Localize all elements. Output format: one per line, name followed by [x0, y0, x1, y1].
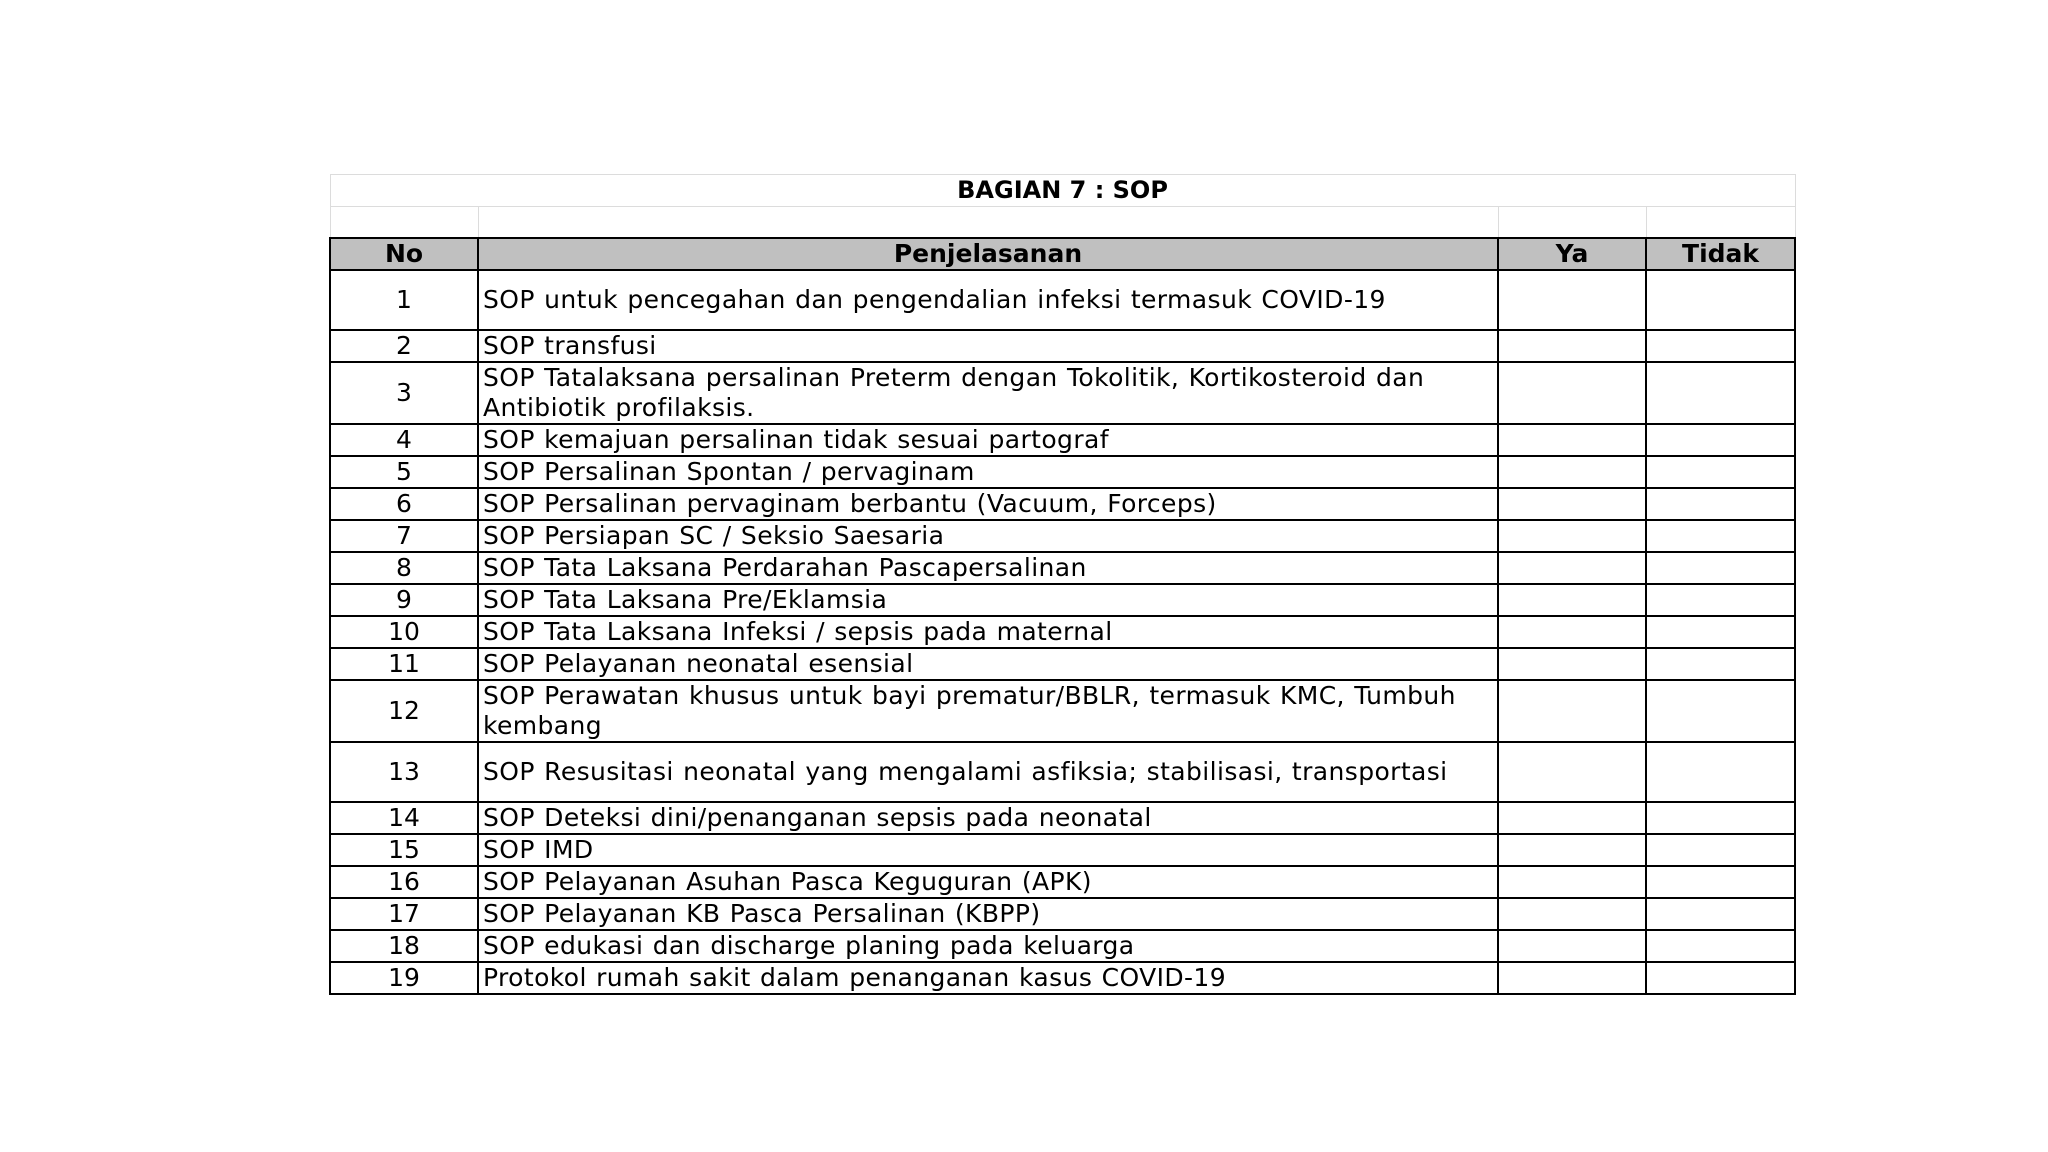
row-description: SOP Pelayanan KB Pasca Persalinan (KBPP) [478, 898, 1498, 930]
checkbox-cell-ya[interactable] [1498, 898, 1646, 930]
table-row [330, 552, 1795, 584]
row-description: Protokol rumah sakit dalam penanganan kasus COVID-19 [478, 962, 1498, 994]
row-description: SOP Persalinan Spontan / pervaginam [478, 456, 1498, 488]
title-row [330, 175, 1795, 207]
row-description: SOP Persalinan pervaginam berbantu (Vacuum, Forceps) [478, 488, 1498, 520]
checkbox-cell-tidak[interactable] [1646, 962, 1795, 994]
row-number: 4 [330, 424, 478, 456]
table-row [330, 680, 1795, 742]
header-description: Penjelasanan [478, 238, 1498, 270]
row-number: 19 [330, 962, 478, 994]
row-description: SOP Pelayanan Asuhan Pasca Keguguran (APK) [478, 866, 1498, 898]
row-number: 9 [330, 584, 478, 616]
header-row [330, 238, 1795, 270]
header-tidak: Tidak [1646, 238, 1795, 270]
table-row [330, 616, 1795, 648]
blank-cell [330, 207, 478, 239]
table-row [330, 962, 1795, 994]
blank-cell [1498, 207, 1646, 239]
sop-checklist-table [329, 174, 1796, 995]
row-number: 10 [330, 616, 478, 648]
row-description: SOP Deteksi dini/penanganan sepsis pada neonatal [478, 802, 1498, 834]
row-description: SOP transfusi [478, 330, 1498, 362]
checkbox-cell-tidak[interactable] [1646, 802, 1795, 834]
sop-checklist-sheet [329, 174, 1794, 995]
row-description: SOP Resusitasi neonatal yang mengalami asfiksia; stabilisasi, transportasi [478, 742, 1498, 802]
checkbox-cell-ya[interactable] [1498, 648, 1646, 680]
table-row [330, 742, 1795, 802]
row-number: 14 [330, 802, 478, 834]
checkbox-cell-tidak[interactable] [1646, 680, 1795, 742]
checkbox-cell-tidak[interactable] [1646, 930, 1795, 962]
checkbox-cell-ya[interactable] [1498, 584, 1646, 616]
checkbox-cell-ya[interactable] [1498, 520, 1646, 552]
row-description: SOP untuk pencegahan dan pengendalian infeksi termasuk COVID-19 [478, 270, 1498, 330]
row-description: SOP Persiapan SC / Seksio Saesaria [478, 520, 1498, 552]
table-row [330, 520, 1795, 552]
row-number: 8 [330, 552, 478, 584]
checkbox-cell-ya[interactable] [1498, 362, 1646, 424]
header-ya: Ya [1498, 238, 1646, 270]
row-number: 17 [330, 898, 478, 930]
checkbox-cell-tidak[interactable] [1646, 834, 1795, 866]
checkbox-cell-ya[interactable] [1498, 616, 1646, 648]
table-row [330, 802, 1795, 834]
checkbox-cell-tidak[interactable] [1646, 270, 1795, 330]
row-description: SOP Tata Laksana Pre/Eklamsia [478, 584, 1498, 616]
row-description: SOP kemajuan persalinan tidak sesuai partograf [478, 424, 1498, 456]
row-description: SOP edukasi dan discharge planing pada keluarga [478, 930, 1498, 962]
table-row [330, 898, 1795, 930]
table-row [330, 362, 1795, 424]
row-description: SOP Perawatan khusus untuk bayi prematur/BBLR, termasuk KMC, Tumbuh kembang [478, 680, 1498, 742]
checkbox-cell-tidak[interactable] [1646, 520, 1795, 552]
checkbox-cell-ya[interactable] [1498, 488, 1646, 520]
blank-cell [478, 207, 1498, 239]
checkbox-cell-ya[interactable] [1498, 834, 1646, 866]
checkbox-cell-tidak[interactable] [1646, 424, 1795, 456]
row-number: 12 [330, 680, 478, 742]
checkbox-cell-tidak[interactable] [1646, 584, 1795, 616]
header-no: No [330, 238, 478, 270]
checkbox-cell-ya[interactable] [1498, 456, 1646, 488]
table-row [330, 270, 1795, 330]
table-row [330, 456, 1795, 488]
checkbox-cell-ya[interactable] [1498, 680, 1646, 742]
row-number: 2 [330, 330, 478, 362]
blank-cell [1646, 207, 1795, 239]
row-description: SOP Tatalaksana persalinan Preterm dengan Tokolitik, Kortikosteroid dan Antibiotik profilaksis. [478, 362, 1498, 424]
checkbox-cell-ya[interactable] [1498, 552, 1646, 584]
row-number: 1 [330, 270, 478, 330]
blank-row [330, 207, 1795, 239]
row-number: 18 [330, 930, 478, 962]
checkbox-cell-ya[interactable] [1498, 802, 1646, 834]
row-description: SOP Pelayanan neonatal esensial [478, 648, 1498, 680]
row-number: 6 [330, 488, 478, 520]
row-number: 11 [330, 648, 478, 680]
row-number: 15 [330, 834, 478, 866]
checkbox-cell-tidak[interactable] [1646, 866, 1795, 898]
checkbox-cell-ya[interactable] [1498, 424, 1646, 456]
section-title: BAGIAN 7 : SOP [330, 175, 1795, 207]
checkbox-cell-tidak[interactable] [1646, 456, 1795, 488]
row-description: SOP IMD [478, 834, 1498, 866]
row-description: SOP Tata Laksana Infeksi / sepsis pada maternal [478, 616, 1498, 648]
table-row [330, 930, 1795, 962]
checkbox-cell-tidak[interactable] [1646, 330, 1795, 362]
table-row [330, 834, 1795, 866]
table-row [330, 488, 1795, 520]
checkbox-cell-ya[interactable] [1498, 930, 1646, 962]
table-row [330, 648, 1795, 680]
checkbox-cell-tidak[interactable] [1646, 552, 1795, 584]
table-row [330, 584, 1795, 616]
checkbox-cell-ya[interactable] [1498, 962, 1646, 994]
row-number: 13 [330, 742, 478, 802]
checkbox-cell-ya[interactable] [1498, 270, 1646, 330]
checkbox-cell-tidak[interactable] [1646, 616, 1795, 648]
checkbox-cell-ya[interactable] [1498, 742, 1646, 802]
table-row [330, 330, 1795, 362]
table-row [330, 424, 1795, 456]
row-number: 3 [330, 362, 478, 424]
checkbox-cell-tidak[interactable] [1646, 898, 1795, 930]
checkbox-cell-tidak[interactable] [1646, 488, 1795, 520]
checkbox-cell-tidak[interactable] [1646, 362, 1795, 424]
checkbox-cell-ya[interactable] [1498, 866, 1646, 898]
row-description: SOP Tata Laksana Perdarahan Pascapersalinan [478, 552, 1498, 584]
row-number: 16 [330, 866, 478, 898]
checkbox-cell-tidak[interactable] [1646, 648, 1795, 680]
row-number: 7 [330, 520, 478, 552]
table-body [330, 175, 1795, 995]
checkbox-cell-ya[interactable] [1498, 330, 1646, 362]
row-number: 5 [330, 456, 478, 488]
table-row [330, 866, 1795, 898]
checkbox-cell-tidak[interactable] [1646, 742, 1795, 802]
